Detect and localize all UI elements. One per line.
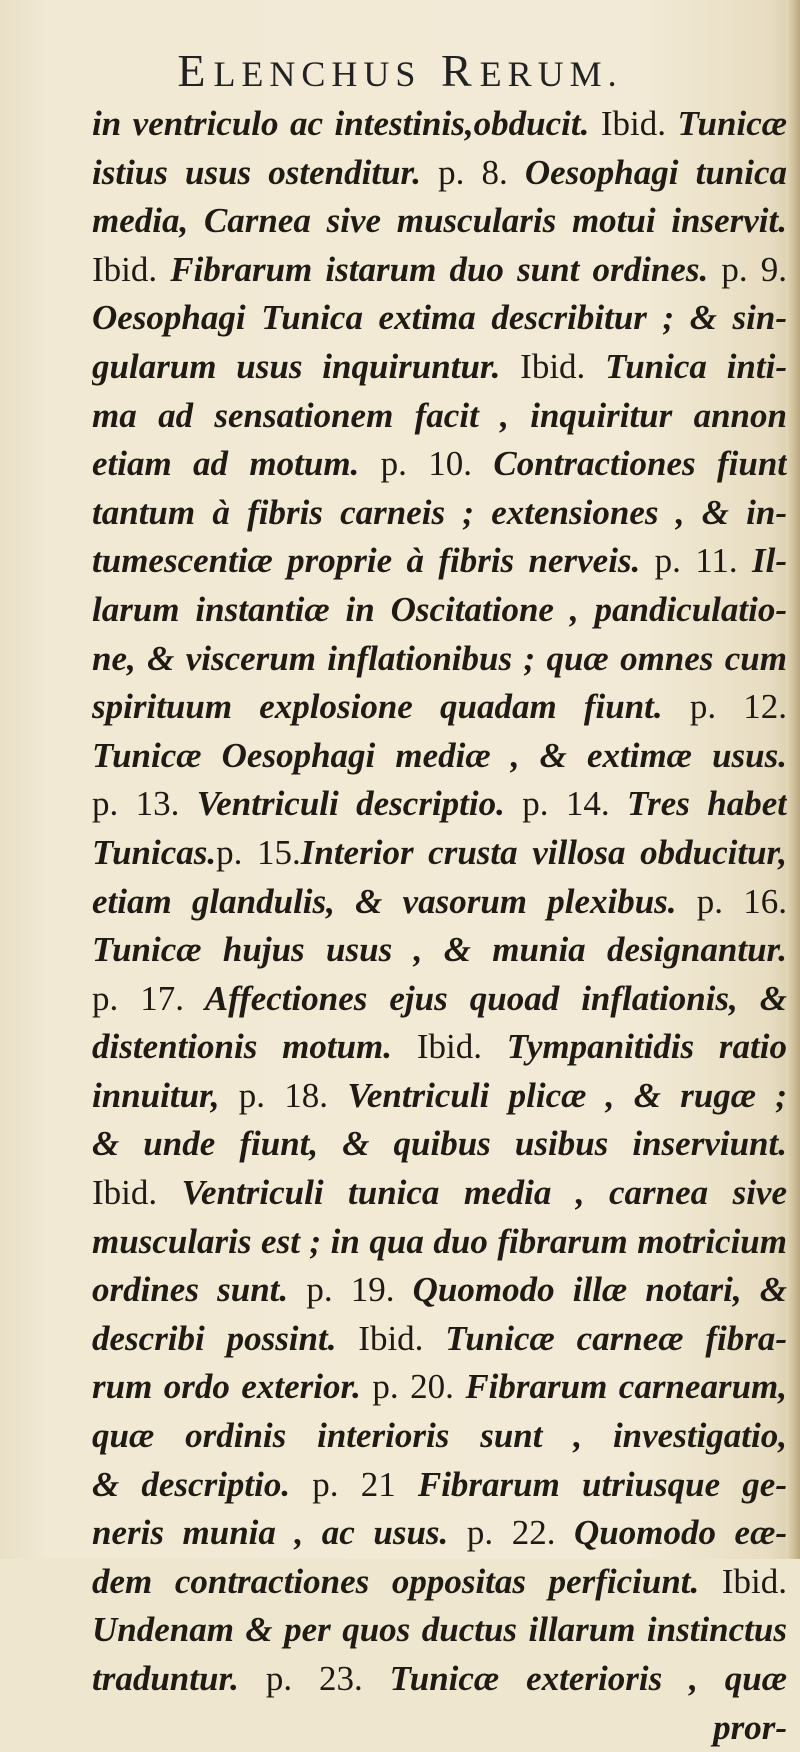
catchword: pror-: [713, 1707, 787, 1747]
text-line: Tunicas.p. 15.Interior crusta villosa obducitur,: [92, 832, 787, 872]
text-line: traduntur. p. 23. Tunicæ exterioris , quæ: [92, 1659, 787, 1698]
text-line: media, Carnea sive muscularis motui inservit.: [92, 201, 787, 241]
text-line: ne, & viscerum inflationibus ; quæ omnes cum: [92, 638, 787, 678]
text-line: etiam ad motum. p. 10. Contractiones fiunt: [92, 444, 787, 484]
text-line: tantum à fibris carneis ; extensiones , & in-: [92, 492, 787, 532]
text-line: Ibid. Ventriculi tunica media , carnea sive: [92, 1173, 787, 1213]
text-line: gularum usus inquiruntur. Ibid. Tunica inti-: [92, 346, 787, 386]
text-line: muscularis est ; in qua duo fibrarum motricium: [92, 1221, 787, 1261]
text-line: ma ad sensationem facit , inquiritur annon: [92, 395, 787, 435]
header-letter-r: R: [440, 45, 480, 96]
page-edge: [786, 0, 800, 1559]
text-line: neris munia , ac usus. p. 22. Quomodo eæ-: [92, 1513, 787, 1553]
text-line: distentionis motum. Ibid. Tympanitidis ratio: [92, 1027, 787, 1067]
text-line: spirituum explosione quadam fiunt. p. 12.: [92, 687, 787, 727]
text-line: ordines sunt. p. 19. Quomodo illæ notari, &: [92, 1270, 787, 1310]
text-line: & unde fiunt, & quibus usibus inserviunt.: [92, 1124, 787, 1164]
index-text-block: [92, 100, 787, 1752]
page-header: [0, 44, 800, 97]
header-word-rerum: ERUM.: [479, 54, 623, 94]
text-line: dem contractiones oppositas perficiunt. Ibid.: [92, 1561, 787, 1601]
text-line: larum instantiæ in Oscitatione , pandiculatio-: [92, 589, 787, 629]
text-line: tumescentiæ proprie à fibris nerveis. p. 11. Il-: [92, 541, 787, 581]
text-line: in ventriculo ac intestinis,obducit. Ibid. Tunicæ: [92, 104, 787, 143]
text-line: p. 13. Ventriculi descriptio. p. 14. Tres habet: [92, 784, 787, 824]
text-line: rum ordo exterior. p. 20. Fibrarum carnearum,: [92, 1367, 787, 1407]
text-line: Undenam & per quos ductus illarum instinctus: [92, 1610, 787, 1650]
header-word-elenchus: LENCHUS: [213, 54, 422, 94]
text-line: istius usus ostenditur. p. 8. Oesophagi tunica: [92, 152, 787, 192]
text-line: p. 17. Affectiones ejus quoad inflationis, &: [92, 978, 787, 1018]
text-line: Oesophagi Tunica extima describitur ; & sin-: [92, 298, 787, 338]
text-line: Tunicæ Oesophagi mediæ , & extimæ usus.: [92, 735, 787, 775]
text-line: describi possint. Ibid. Tunicæ carneæ fibra-: [92, 1318, 787, 1358]
text-line: innuitur, p. 18. Ventriculi plicæ , & rugæ ;: [92, 1075, 787, 1115]
text-line: quæ ordinis interioris sunt , investigatio,: [92, 1416, 787, 1456]
text-line: Ibid. Fibrarum istarum duo sunt ordines. p. 9.: [92, 249, 787, 289]
header-letter-e: E: [177, 45, 214, 96]
text-line: etiam glandulis, & vasorum plexibus. p. 16.: [92, 881, 787, 921]
text-line: & descriptio. p. 21 Fibrarum utriusque ge-: [92, 1464, 787, 1504]
text-line: Tunicæ hujus usus , & munia designantur.: [92, 930, 787, 970]
